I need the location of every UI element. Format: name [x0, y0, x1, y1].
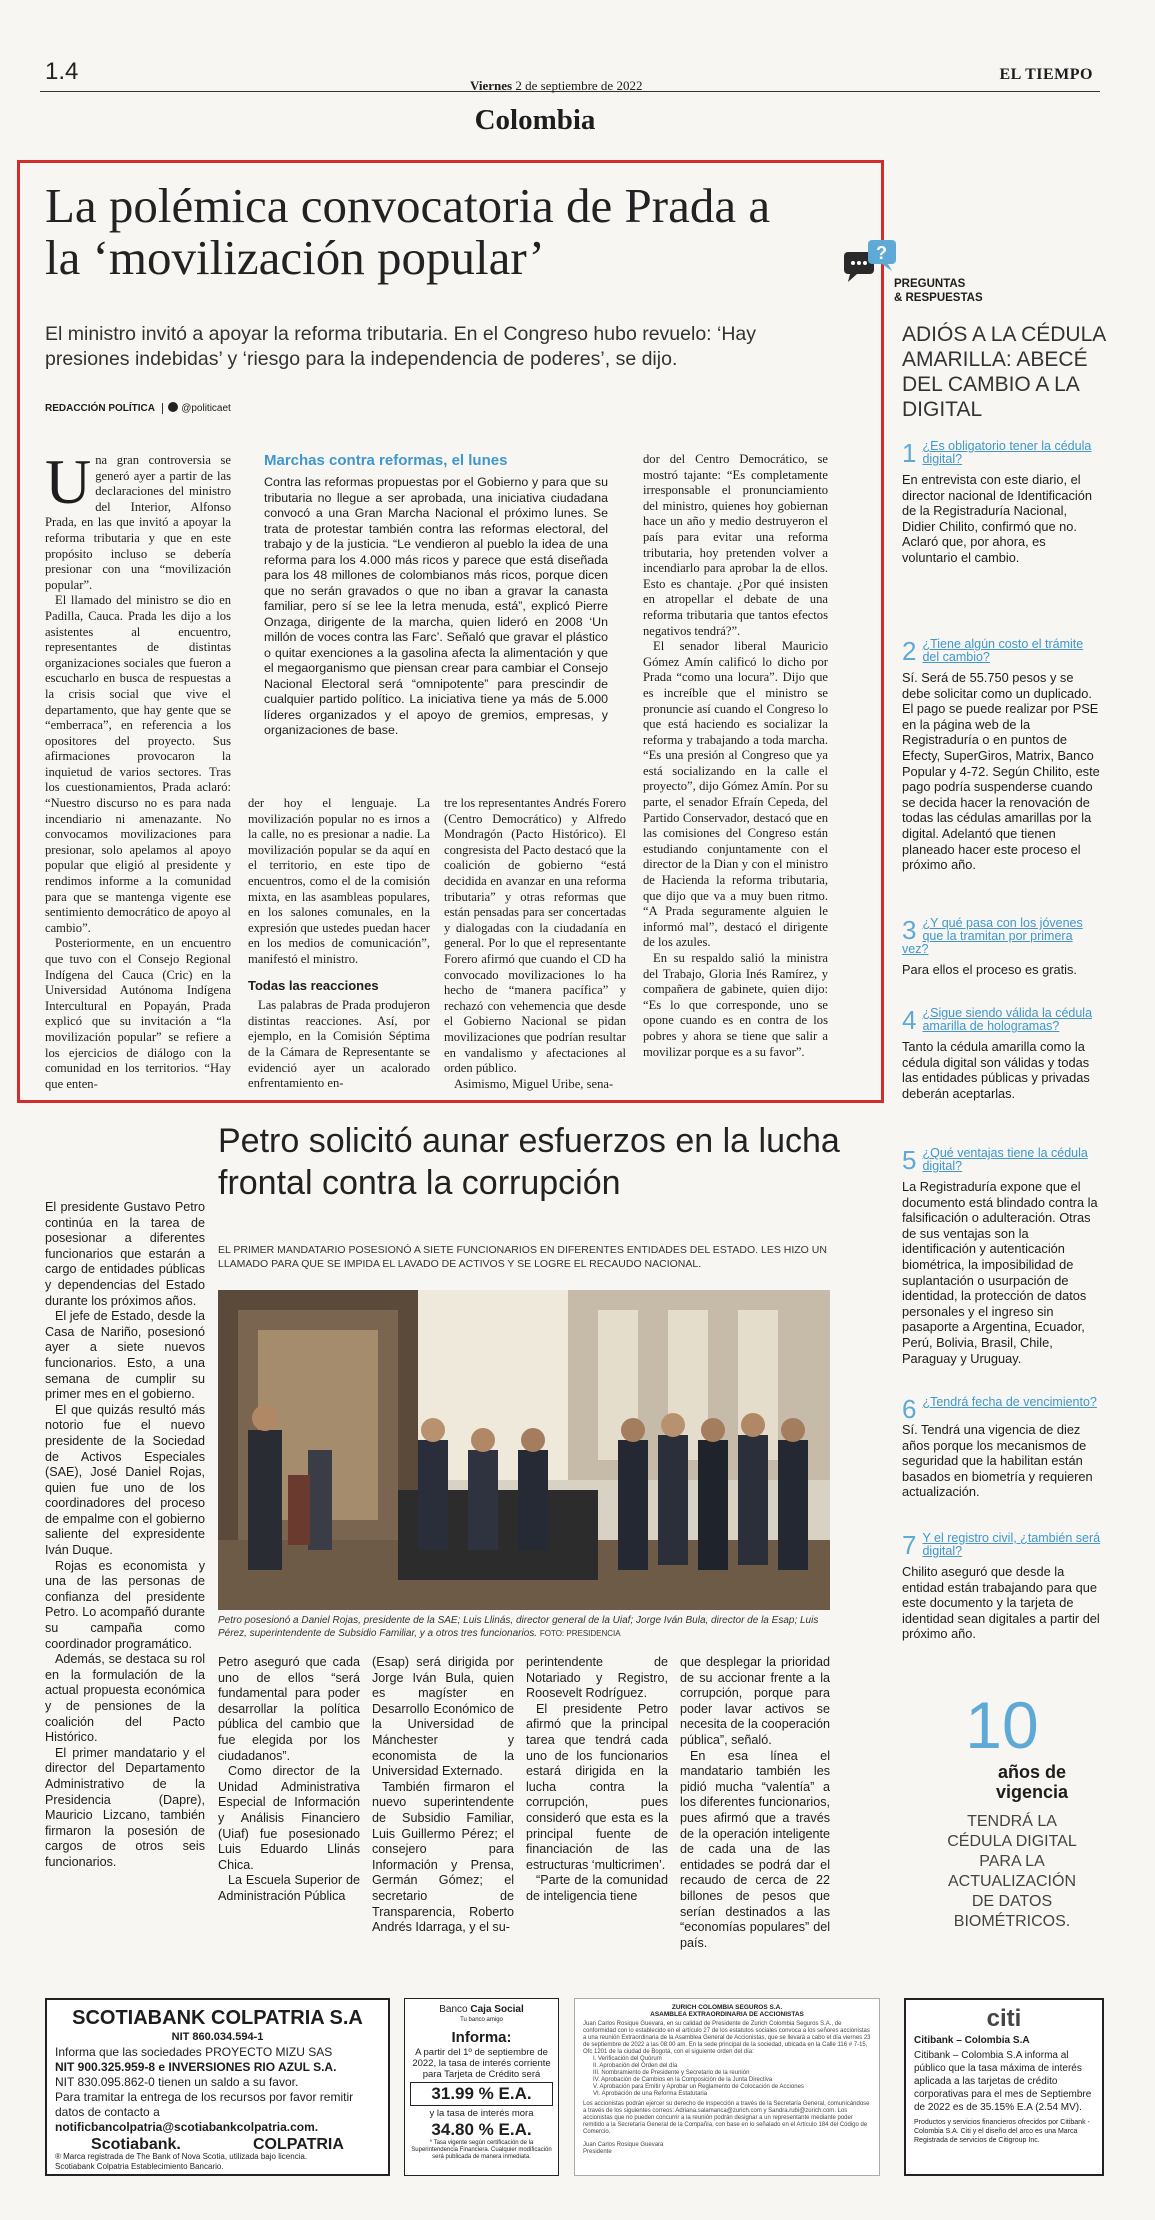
- zurich-title: ZURICH COLOMBIA SEGUROS S.A.: [671, 2004, 783, 2011]
- qa-number: 3: [902, 915, 917, 945]
- qa-question: ¿Y qué pasa con los jóvenes que la tramitan por primera vez?: [902, 916, 1083, 956]
- caja-informa: Informa:: [451, 2029, 512, 2046]
- article2-col1: [218, 1655, 360, 1995]
- qa-question: ¿Es obligatorio tener la cédula digital?: [922, 439, 1092, 466]
- qa-label-2: & RESPUESTAS: [894, 292, 983, 304]
- qa-question: ¿Qué ventajas tiene la cédula digital?: [922, 1146, 1088, 1173]
- subhead: Todas las reacciones: [248, 977, 379, 993]
- caja-rate1: 31.99 % E.A.: [410, 2082, 553, 2106]
- a2s-p3: El que quizás resultó más notorio fue el nuevo presidente de la Sociedad de Activos Especiales (SAE), José Daniel Rojas, quien fue uno de los coordinadores del proceso de empalme con el gobierno saliente del expresidente Iván Duque.: [45, 1402, 205, 1558]
- article2-side: [45, 1200, 205, 1990]
- qa-answer: En entrevista con este diario, el director nacional de Identificación de la Registraduría Nacional, Didier Chilito, confirmó que no. Aclaró que, por ahora, es voluntario el cambio.: [902, 472, 1092, 565]
- qa-item: [902, 1396, 1102, 1532]
- qa-answer: La Registraduría expone que el documento está blindado contra la falsificación o adulteración. Otras de sus ventajas son la identificación y autenticación biométrica, la imposibilidad de suplantación o usurpación de identidad, la protección de datos personales y el ingreso sin pasaporte a Argentina, Ecuador, Perú, Bolivia, Brasil, Chile, Paraguay y Uruguay.: [902, 1179, 1098, 1366]
- qa-question: Y el registro civil, ¿también será digital?: [922, 1531, 1101, 1558]
- qa-question: ¿Tiene algún costo el trámite del cambio?: [922, 637, 1084, 664]
- a2s-p6: El primer mandatario y el director del Departamento Administrativo de la Presidencia (Dapre), Mauricio Lizcano, también firmaron la posesión de cargos de otros seis funcionarios.: [45, 1745, 205, 1869]
- header-rule: [40, 91, 1100, 92]
- article1-col4: [643, 452, 828, 1097]
- a1c4-p2: El senador liberal Mauricio Gómez Amín calificó lo dicho por Prada “como una locura”. Dijo que es increíble que el ministro se pronuncie así cuando el Congreso lo que está haciendo es socializar la reforma y trabajando a toda marcha. “Es una presión al Congreso que ya está socializando en la calle el proyecto”, dijo Gómez Amín. Por su parte, el senador Efraín Cepeda, del Partido Conservador, destacó que en las comisiones del Congreso están estudiando conjuntamente con el director de la Dian y con el ministro de Hacienda la reforma tributaria, que dijo que va a muy buen ritmo. “A Prada seguramente alguien le informó mal”, destacó el dirigente de los azules.: [643, 639, 828, 950]
- scotia-email: notificbancolpatria@scotiabankcolpatria.com.: [55, 2120, 319, 2134]
- caja-bank1: Banco: [439, 2004, 468, 2015]
- scotia-l4: Para tramitar la entrega de los recursos por favor remitir datos de contacto a: [55, 2090, 354, 2119]
- article1-col2: [248, 796, 430, 1096]
- qa-number: 6: [902, 1394, 917, 1424]
- qa-item: [902, 1532, 1102, 1652]
- a2c1-p3: La Escuela Superior de Administración Pública: [218, 1873, 360, 1903]
- a2s-p2: El jefe de Estado, desde la Casa de Nariño, posesionó ayer a siete nuevos funcionarios. Esto, a una semana de cumplir su primer mes en el gobierno.: [45, 1309, 205, 1402]
- caja-foot: * Tasa vigente según certificación de la Superintendencia Financiera. Cualquier modificación será publicada de manera inmediata.: [411, 2140, 552, 2160]
- qa-answer: Tanto la cédula amarilla como la cédula digital son válidas y todas las entidades públicas y privadas deberán aceptarlas.: [902, 1039, 1090, 1101]
- qa-answer: Sí. Tendrá una vigencia de diez años porque los mecanismos de seguridad que la habilitan están basados en biometría y requieren actualización.: [902, 1422, 1093, 1500]
- a1c1-p1: na gran controversia se generó ayer a partir de las declaraciones del ministro del Interior, Alfonso Prada, en las que invitó a apoyar la reforma tributaria y que en este propósito incluso se debería presionar con una “movilización popular”.: [45, 453, 231, 592]
- qa-answer: Sí. Será de 55.750 pesos y se debe solicitar como un duplicado. El pago se puede realizar por PSE en la página web de la Registraduría o en puntos de Efecty, SuperGiros, Matrix, Banco Popular y 4-72. Según Chilito, este pago podría suspenderse cuando se decida hacer la renovación de todas las cédulas amarillas por la digital. Adelantó que tienen planeado hacer este proceso el próximo año.: [902, 670, 1100, 873]
- article1-title: La polémica convocatoria de Prada a la ‘movilización popular’: [45, 178, 771, 285]
- social-icon: [168, 402, 178, 412]
- citi-ad: [904, 1998, 1104, 2176]
- a1c3-p1: tre los representantes Andrés Forero (Centro Democrático) y Alfredo Mondragón (Pacto Histórico). El congresista del Pacto destacó que la coalición de gobierno “está decidida en avanzar en una reforma tributaria” y otras reformas que están pensadas para ser concertadas y dialogadas con la ciudadanía en general. Por lo que el representante Forero afirmó que cuando el CD ha convocado movilizaciones lo ha hecho de “manera pacífica” y rechazó con vehemencia que desde el Gobierno Nacional se pidan movilizaciones que podrían resultar en vandalismo y afectaciones al orden público.: [444, 796, 626, 1076]
- big-number: 10: [965, 1688, 1039, 1762]
- qa-number: 2: [902, 636, 917, 666]
- zurich-role: Presidente: [583, 2149, 612, 2155]
- qa-item: [902, 1007, 1102, 1147]
- zurich-body2: Los accionistas podrán ejercer su derecho de inspección a través de la Secretaría General, comunicándose a través de los siguientes correos: Adriana.salamanca@zurich.com y Sandra.rubi@zurich.com. Los accionistas que no pueden concurrir a la reunión podrán designar a un representante mediante poder remitido a la Secretaría General de la Compañía, con base en lo señalado en el Artículo 184 del Código de Comercio.: [583, 2101, 870, 2135]
- qa-item: [902, 917, 1102, 1007]
- qa-number: 4: [902, 1005, 917, 1035]
- article2-col4: [680, 1655, 830, 1995]
- caja-tag: Tu banco amigo: [460, 2017, 503, 2023]
- scotiabank-logo: Scotiabank.: [91, 2136, 181, 2153]
- caja-rate2: 34.80 % E.A.: [431, 2120, 532, 2139]
- a2c1-p2: Como director de la Unidad Administrativa Especial de Información y Análisis Financiero (Uiaf) fue posesionado Luis Eduardo Llinás Chica.: [218, 1764, 360, 1872]
- a1c1-p2: El llamado del ministro se dio en Padilla, Cauca. Prada les dijo a los asistentes al encuentro, representantes de distintas organizaciones sociales que fueron a escucharlo en busca de respuestas a la crisis social que vive el departamento, que hay gente que se “emberraca”, en referencia a los opositores del proyecto. Sus afirmaciones provocaron la inquietud de varios sectores. Tras los cuestionamientos, Prada aclaró: “Nuestro discurso no es para nada incendiario ni amenazante. No convocamos movilizaciones para presionar, solo apelamos al apoyo popular que eligió al presidente y rendimos informe a la comunidad para que se mantenga vigente ese sentimiento democrático de apoyo al cambio”.: [45, 593, 231, 935]
- qa-number: 7: [902, 1530, 917, 1560]
- a2s-p4: Rojas es economista y una de las personas de confianza del presidente Petro. Lo acompañó durante su campaña como coordinador programático.: [45, 1558, 205, 1651]
- article2-col3: [526, 1655, 668, 1995]
- ceremony-photo: [218, 1290, 830, 1610]
- scotia-nit: NIT 860.034.594-1: [171, 2031, 264, 2043]
- scotia-logos: [55, 2137, 380, 2152]
- a2s-p5: Además, se destaca su rol en la formulación de la actual propuesta económica y de pensiones de la coalición del Pacto Histórico.: [45, 1652, 205, 1745]
- citi-body: Citibank – Colombia S.A informa al público que la tasa máxima de interés aplicada a las tarjetas de crédito corporativas para el mes de Septiembre de 2022 es de 35.15% E.A (2.54 MV).: [914, 2050, 1092, 2113]
- dropcap: U: [45, 453, 92, 517]
- a1c1-p3: Posteriormente, en un encuentro que tuvo con el Consejo Regional Indígena del Cauca (Cric) en la Universidad Autónoma Indígena Intercultural en Popayán, Prada explicó que su invitación a “la movilización popular” se refiere a los ejercicios de diálogo con la comunidad en los territorios. “Hay que enten-: [45, 936, 231, 1091]
- box-text: Contra las reformas propuestas por el Gobierno y para que su tributaria no llegue a ser aprobada, una iniciativa ciudadana convocó a una Gran Marcha Nacional el próximo lunes. Se trata de protestar también contra las reformas electoral, del trabajo y de la justicia. “Le vendieron al pueblo la idea de una reforma para los 4.000 más ricos y parece que está diseñada para los 48 millones de colombianos más ricos, porque dicen que no serán gravados o que no iban a gravar la canasta familiar, pero sí se lee la letra menuda, está”, explicó Pierre Onzaga, dirigente de la marcha, quien lideró en 2008 ‘Un millón de voces contra las Farc’. Señaló que gravar el plástico o quitar exenciones a la gasolina afecta la alimentación y que el megaorganismo que piensan crear para cambiar el Consejo Nacional Electoral será “omnipotente” para prescindir de cualquier partido político. La iniciativa tiene ya más de 5.000 líderes organizados y el apoyo de gremios, empresas, y organizaciones de base.: [264, 475, 608, 737]
- qa-question: ¿Tendrá fecha de vencimiento?: [922, 1395, 1097, 1409]
- zurich-item: III. Nombramiento de Presidente y Secretario de la reunión: [593, 2070, 750, 2076]
- brand-logo: EL TIEMPO: [999, 66, 1093, 83]
- qa-answer: Para ellos el proceso es gratis.: [902, 962, 1077, 977]
- zurich-ad: [574, 1998, 880, 2176]
- scotia-l1: Informa que las sociedades PROYECTO MIZU SAS: [55, 2045, 333, 2059]
- qa-number: 5: [902, 1145, 917, 1175]
- zurich-sub: ASAMBLEA EXTRAORDINARIA DE ACCIONISTAS: [650, 2011, 804, 2018]
- citi-foot: Productos y servicios financieros ofrecidos por Citibank - Colombia S.A. Citi y el diseño del arco es una Marca Registrada de servicios de Citigroup Inc.: [914, 2119, 1090, 2144]
- big-caption: TENDRÁ LA CÉDULA DIGITAL PARA LA ACTUALIZACIÓN DE DATOS BIOMÉTRICOS.: [947, 1813, 1077, 1930]
- a1c2-p2: Las palabras de Prada produjeron distintas reacciones. Así, por ejemplo, en la Comisión Séptima de la Cámara de Representante se evidenció ayer un acalorado enfrentamiento en-: [248, 998, 430, 1091]
- qa-label-1: PREGUNTAS: [894, 278, 966, 290]
- a2c1-p1: Petro aseguró que cada uno de ellos “será fundamental para poder desarrollar la política pública del cambio que fue elegida por los ciudadanos”.: [218, 1655, 360, 1763]
- a2c2-p2: También firmaron el nuevo superintendente de Subsidio Familiar, Luis Guillermo Pérez; el consejero para Información y Prensa, Germán Gómez; el secretario de Transparencia, Roberto Andrés Idarraga, y el su-: [372, 1779, 514, 1935]
- qa-list: [902, 440, 1102, 1652]
- byline-handle: @politicaet: [181, 403, 231, 414]
- a2c4-p2: En esa línea el mandatario también les pidió mucha “valentía” a los diferentes funcionarios, pues afirmó que a través de la operación inteligente de cada una de las entidades se podrá dar el recaudo de cerca de 22 billones de pesos que serían destinados a las “economías populares” del país.: [680, 1748, 830, 1950]
- scotia-f1: ® Marca registrada de The Bank of Nova Scotia, utilizada bajo licencia.: [55, 2152, 308, 2161]
- colpatria-logo: COLPATRIA: [252, 2136, 344, 2153]
- caja-social-ad: [404, 1998, 559, 2176]
- caja-t2: y la tasa de interés mora: [429, 2108, 534, 2119]
- a2s-p1: El presidente Gustavo Petro continúa en la tarea de posesionar a diferentes funcionarios que estarán a cargo de entidades públicas y dependencias del Estado durante los próximos años.: [45, 1200, 205, 1308]
- citi-logo: citi: [986, 2005, 1022, 2032]
- qa-item: [902, 440, 1102, 638]
- scotia-title: SCOTIABANK COLPATRIA S.A: [72, 2007, 363, 2029]
- article2-title: Petro solicitó aunar esfuerzos en la lucha frontal contra la corrupción: [218, 1122, 840, 1202]
- a1c3-p2: Asimismo, Miguel Uribe, sena-: [454, 1076, 614, 1091]
- byline-author: REDACCIÓN POLÍTICA: [45, 403, 155, 414]
- zurich-item: VI. Aprobación de una Reforma Estatutaria: [593, 2091, 708, 2097]
- caja-bank2: Caja Social: [470, 2004, 524, 2015]
- a1c2-p1: der hoy el lenguaje. La movilización popular no es irnos a la calle, no es presionar a nadie. La movilización popular se da aquí en el territorio, en este tipo de encuentros, como el de la comisión mixta, en las asambleas populares, en los salones comunales, en la expresión que ustedes puedan hacer en los medios de comunicación”, manifestó el ministro.: [248, 796, 430, 966]
- big-label: años de vigencia: [995, 1762, 1069, 1802]
- scotia-l3: NIT 830.095.862-0 tienen un saldo a su favor.: [55, 2075, 299, 2089]
- a2c3-p2: El presidente Petro afirmó que la principal tarea que tendrá cada uno de los funcionarios estará dirigida en la lucha contra la corrupción, pues consideró que esta es la principal fuente de financiación de las estructuras ‘multicrimen’.: [526, 1701, 668, 1872]
- qa-item: [902, 638, 1102, 917]
- article1-dek: El ministro invitó a apoyar la reforma tributaria. En el Congreso hubo revuelo: ‘Hay presiones indebidas’ y ‘riesgo para la independencia de poderes’, se dijo.: [45, 323, 757, 370]
- a2c4-p1: que desplegar la prioridad de su accionar frente a la corrupción, porque para poder lavar activos se necesita de la cooperación pública”, señaló.: [680, 1655, 830, 1747]
- qa-label: [894, 277, 983, 305]
- zurich-item: IV. Aprobación de Cambios en la Composición de la Junta Directiva: [593, 2077, 773, 2083]
- box-title: Marchas contra reformas, el lunes: [264, 452, 508, 469]
- article2-col2: [372, 1655, 514, 1995]
- qa-title: ADIÓS A LA CÉDULA AMARILLA: ABECÉ DEL CAMBIO A LA DIGITAL: [902, 323, 1106, 421]
- marchas-box: [264, 452, 608, 792]
- byline: [45, 402, 231, 414]
- qa-number: 1: [902, 438, 917, 468]
- article2-dek: EL PRIMER MANDATARIO POSESIONÓ A SIETE FUNCIONARIOS EN DIFERENTES ENTIDADES DEL ESTADO. LES HIZO UN LLAMADO PARA QUE SE IMPIDA EL LAVADO DE ACTIVOS Y SE LOGRE EL RECAUDO NACIONAL.: [218, 1244, 827, 1270]
- zurich-item: I. Verificación del Quórum: [593, 2056, 662, 2062]
- qa-answer: Chilito aseguró que desde la entidad están trabajando para que este documento y la tarjeta de identidad sean digitales a partir del próximo año.: [902, 1564, 1100, 1642]
- caption-credit: FOTO: PRESIDENCIA: [539, 1629, 621, 1638]
- zurich-sign: Juan Carlos Rosique Guevara: [583, 2142, 664, 2148]
- page-number: 1.4: [45, 58, 79, 85]
- scotia-l2: NIT 900.325.959-8 e INVERSIONES RIO AZUL S.A.: [55, 2060, 337, 2074]
- section-title: Colombia: [474, 104, 596, 136]
- a2c2-p1: (Esap) será dirigida por Jorge Iván Bula, quien es magíster en Desarrollo Económico de la Universidad de Mánchester y economista de la Universidad Externado.: [372, 1655, 514, 1779]
- a2c3-p3: “Parte de la comunidad de inteligencia tiene: [526, 1873, 668, 1903]
- qa-item: [902, 1147, 1102, 1396]
- a1c4-p1: dor del Centro Democrático, se mostró tajante: “Es completamente irresponsable el pronunciamiento del ministro, quienes hoy gobiernan hace un año y medio destruyeron el país para evitar una reforma tributaria, hoy pretenden volver a incendiarlo para aprobar la de ellos. Esto es chantaje. ¿Por qué insisten en atropellar el debate de una reforma tributaria que tantos efectos negativos tendrá?”.: [643, 452, 828, 638]
- zurich-item: V. Aprobación para Emitir y Aprobar un Reglamento de Colocación de Acciones: [593, 2084, 804, 2090]
- zurich-item: II. Aprobación del Orden del día: [593, 2063, 678, 2069]
- article1-col1: [45, 453, 231, 1093]
- scotiabank-ad: [45, 1998, 390, 2176]
- scotia-f2: Scotiabank Colpatria Establecimiento Bancario.: [55, 2162, 224, 2171]
- a1c4-p3: En su respaldo salió la ministra del Trabajo, Gloria Inés Ramírez, y compañera de gabinete, quien dijo: “Es lo que corresponde, uno se opone cuando es en contra de los pobres y ahora se tiene que salir a movilizar porque es a su favor”.: [643, 951, 828, 1059]
- date-day: Viernes: [470, 78, 513, 93]
- zurich-body: Juan Carlos Rosique Guevara, en su calidad de Presidente de Zurich Colombia Seguros S.A., de conformidad con lo establecido en el artículo 27 de los estatutos sociales convoca a los señores accionistas a una reunión Extraordinaria de la Asamblea General de Accionistas, que se llevará a cabo el día viernes 23 de septiembre de 2022 a las 08:00 am. En la sede principal de la sociedad, ubicada en la Calle 116 # 7-15, Ofc 1201 de la ciudad de Bogotá, con el siguiente orden del día:: [583, 2021, 871, 2055]
- caption-text: Petro posesionó a Daniel Rojas, presidente de la SAE; Luis Llinás, director general de la Uiaf; Jorge Iván Bula, director de la Esap; Luis Pérez, superintendente de Subsidio Familiar, y a otros tres funcionarios.: [218, 1615, 819, 1639]
- qa-question: ¿Sigue siendo válida la cédula amarilla de hologramas?: [922, 1006, 1093, 1033]
- date-rest: 2 de septiembre de 2022: [515, 78, 643, 93]
- citi-title: Citibank – Colombia S.A: [914, 2035, 1030, 2046]
- svg-text:?: ?: [876, 243, 887, 263]
- caja-logo: [410, 2004, 553, 2026]
- caja-t1: A partir del 1º de septiembre de 2022, la tasa de interés corriente para Tarjeta de Crédito será: [412, 2047, 551, 2080]
- photo-caption: [218, 1614, 830, 1640]
- a2c3-p1: perintendente de Notariado y Registro, Roosevelt Rodríguez.: [526, 1655, 668, 1701]
- article1-col3: [444, 796, 626, 1096]
